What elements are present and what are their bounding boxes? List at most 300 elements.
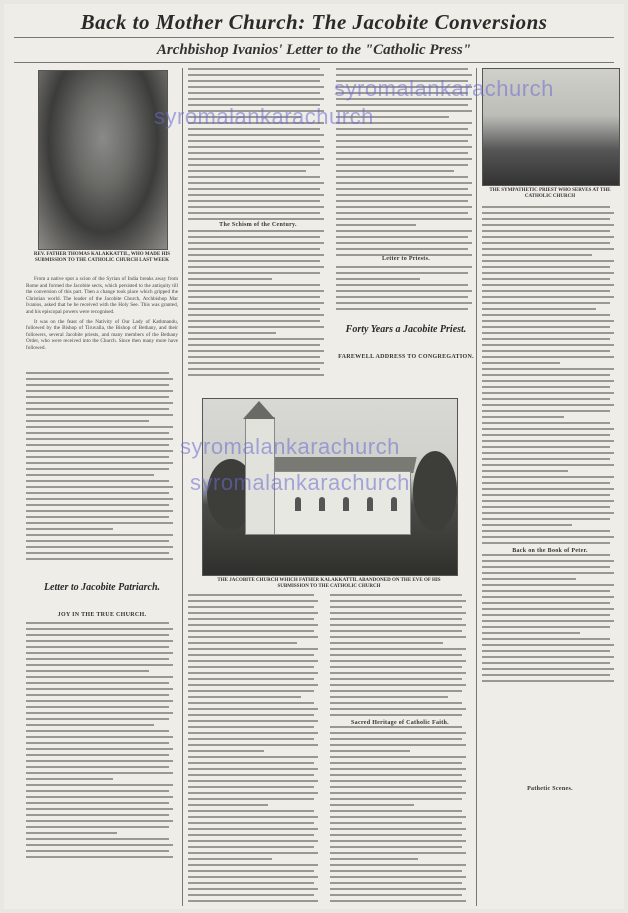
text-line [188, 236, 320, 238]
text-line [330, 840, 466, 842]
text-line [330, 762, 462, 764]
text-line [482, 674, 610, 676]
text-line [336, 290, 472, 292]
text-line [26, 748, 173, 750]
text-line [26, 706, 169, 708]
text-line [26, 712, 173, 714]
text-line [188, 68, 320, 70]
text-line [26, 676, 173, 678]
text-line [188, 726, 314, 728]
text-line [188, 140, 320, 142]
text-line [336, 164, 468, 166]
text-line [26, 688, 173, 690]
text-line [482, 398, 610, 400]
text-line [336, 248, 468, 250]
text-line [330, 666, 462, 668]
text-line [330, 648, 466, 650]
text-line [330, 768, 466, 770]
subhead-rule [14, 62, 614, 63]
text-line [482, 578, 576, 580]
text-line [482, 356, 614, 358]
text-line [482, 572, 614, 574]
text-line [482, 266, 610, 268]
text-line [336, 230, 472, 232]
text-line [482, 236, 614, 238]
text-line [336, 68, 468, 70]
text-line [188, 822, 314, 824]
text-line [188, 314, 324, 316]
text-line [482, 302, 610, 304]
text-line [188, 762, 314, 764]
text-line [482, 458, 610, 460]
text-line [26, 694, 169, 696]
text-line [482, 416, 564, 418]
text-line [26, 700, 173, 702]
text-line [188, 630, 314, 632]
text-line [188, 344, 320, 346]
column-3b-filler [330, 594, 470, 906]
text-line [336, 218, 472, 220]
headline: Back to Mother Church: The Jacobite Conversions [80, 10, 548, 34]
text-line [188, 690, 314, 692]
text-line [482, 530, 610, 532]
text-line [188, 882, 314, 884]
text-line [188, 738, 314, 740]
text-line [330, 792, 466, 794]
text-line [26, 670, 149, 672]
text-line [330, 804, 414, 806]
text-line [26, 682, 169, 684]
text-line [330, 672, 466, 674]
text-line [26, 736, 173, 738]
text-line [188, 600, 318, 602]
text-line [330, 594, 462, 596]
text-line [330, 744, 466, 746]
text-line [26, 832, 117, 834]
text-line [482, 386, 610, 388]
text-line [188, 792, 318, 794]
watermark: syromalankarachurch [154, 104, 374, 129]
text-line [330, 774, 462, 776]
text-line [188, 786, 314, 788]
text-line [482, 560, 614, 562]
text-line [482, 680, 614, 682]
text-line [482, 668, 614, 670]
text-line [26, 522, 173, 524]
text-line [26, 808, 173, 810]
text-line [336, 224, 416, 226]
text-line [482, 500, 614, 502]
text-line [26, 802, 169, 804]
text-line [482, 314, 610, 316]
text-line [188, 176, 320, 178]
text-line [26, 540, 169, 542]
text-line [188, 146, 324, 148]
text-line [330, 858, 418, 860]
text-line [26, 778, 113, 780]
text-line [482, 326, 610, 328]
text-line [482, 440, 614, 442]
text-line [188, 612, 318, 614]
text-line [188, 338, 324, 340]
text-line [482, 584, 614, 586]
text-line [26, 384, 169, 386]
text-line [188, 702, 314, 704]
text-line [482, 248, 614, 250]
text-line [330, 870, 462, 872]
text-line [336, 266, 472, 268]
text-line [26, 718, 169, 720]
text-line [330, 756, 466, 758]
text-line [26, 432, 169, 434]
text-line [336, 302, 472, 304]
text-line [330, 660, 466, 662]
text-line [188, 92, 320, 94]
text-line [188, 642, 297, 644]
text-line [26, 456, 169, 458]
book-of-peter-head: Back on the Book of Peter. [482, 548, 618, 554]
text-line [188, 86, 324, 88]
text-line [26, 658, 169, 660]
text-line [26, 844, 173, 846]
text-line [26, 652, 173, 654]
text-line [336, 140, 468, 142]
text-line [330, 894, 462, 896]
text-line [26, 546, 173, 548]
text-line [482, 428, 614, 430]
text-line [336, 170, 454, 172]
joy-head: JOY IN THE TRUE CHURCH. [57, 612, 147, 618]
text-line [26, 814, 169, 816]
text-line [188, 158, 324, 160]
text-line [26, 622, 169, 624]
schism-head: The Schism of the Century. [188, 222, 328, 228]
text-line [188, 834, 314, 836]
text-line [188, 804, 268, 806]
watermark: syromalankarachurch [334, 76, 554, 101]
text-line [188, 810, 314, 812]
text-line [330, 882, 462, 884]
col1-paragraph: From a native spot a scion of the Syrian of India breaks away from Rome and formed the Jacobite sects, which persisted to the antiquity till the conversion of this part. Then a change took place which gripped the Christian world. The leader of the Jacobite Church, Archbishop Mar Ivanios, asked that he be received with the Holy See. This was granted, and his episcopal powers were recognised. [26, 276, 178, 315]
text-line [330, 780, 466, 782]
text-line [188, 876, 318, 878]
text-line [26, 480, 169, 482]
text-line [188, 290, 324, 292]
text-line [482, 464, 614, 466]
text-line [26, 838, 169, 840]
text-line [330, 708, 466, 710]
text-line [482, 494, 610, 496]
text-line [482, 596, 614, 598]
text-line [330, 738, 462, 740]
text-line [482, 350, 610, 352]
text-line [188, 296, 320, 298]
text-line [482, 296, 614, 298]
text-line [482, 338, 610, 340]
text-line [188, 218, 324, 220]
column-1-text [26, 276, 178, 576]
text-line [482, 260, 614, 262]
text-line [330, 690, 462, 692]
text-line [330, 606, 462, 608]
text-line [26, 504, 169, 506]
text-line [188, 350, 324, 352]
text-line [482, 320, 614, 322]
text-line [26, 628, 173, 630]
text-line [330, 876, 466, 878]
text-line [188, 774, 314, 776]
text-line [26, 528, 113, 530]
text-line [482, 554, 610, 556]
text-line [26, 754, 169, 756]
text-line [26, 426, 173, 428]
column-2b-filler [188, 594, 322, 906]
text-line [188, 696, 301, 698]
text-line [26, 766, 169, 768]
text-line [336, 200, 468, 202]
text-line [482, 374, 610, 376]
text-line [26, 498, 173, 500]
text-line [26, 468, 169, 470]
text-line [330, 702, 462, 704]
text-line [330, 798, 462, 800]
text-line [26, 730, 169, 732]
text-line [330, 630, 462, 632]
text-line [330, 816, 466, 818]
text-line [482, 290, 610, 292]
text-line [26, 408, 169, 410]
text-line [482, 506, 610, 508]
text-line [188, 708, 318, 710]
text-line [188, 302, 324, 304]
portrait-photo [38, 70, 168, 250]
text-line [26, 664, 173, 666]
column-1-filler [26, 372, 178, 576]
text-line [26, 856, 173, 858]
text-line [482, 380, 614, 382]
text-line [482, 230, 610, 232]
text-line [482, 278, 610, 280]
text-line [482, 608, 614, 610]
text-line [482, 614, 610, 616]
text-line [482, 476, 614, 478]
text-line [330, 600, 466, 602]
headline-rule [14, 37, 614, 38]
text-line [188, 594, 314, 596]
text-line [330, 678, 462, 680]
text-line [188, 134, 324, 136]
text-line [330, 726, 462, 728]
text-line [188, 248, 320, 250]
text-line [188, 194, 324, 196]
text-line [188, 654, 314, 656]
text-line [330, 786, 462, 788]
text-line [188, 660, 318, 662]
column-1b-filler [26, 622, 178, 908]
text-line [330, 828, 466, 830]
column-rule [182, 68, 183, 906]
text-line [330, 810, 462, 812]
text-line [330, 696, 448, 698]
text-line [188, 266, 324, 268]
text-line [482, 368, 614, 370]
text-line [482, 536, 614, 538]
column-4-text [482, 206, 618, 906]
text-line [482, 284, 614, 286]
letter-head: Letter to Jacobite Patriarch. [43, 582, 161, 593]
watermark: syromalankarachurch [190, 470, 410, 495]
text-line [188, 242, 324, 244]
text-line [336, 176, 468, 178]
text-line [482, 410, 610, 412]
text-line [482, 662, 610, 664]
text-line [482, 254, 592, 256]
text-line [482, 644, 614, 646]
text-line [188, 188, 320, 190]
text-line [188, 888, 318, 890]
text-line [188, 870, 314, 872]
text-line [330, 732, 466, 734]
text-line [188, 332, 276, 334]
text-line [26, 552, 169, 554]
text-line [482, 656, 614, 658]
pathetic-scenes-head: Pathetic Scenes. [482, 786, 618, 792]
watermark: syromalankarachurch [180, 434, 400, 459]
text-line [482, 602, 610, 604]
text-line [188, 768, 318, 770]
text-line [26, 402, 173, 404]
text-line [26, 850, 169, 852]
text-line [188, 858, 272, 860]
text-line [336, 146, 472, 148]
text-line [188, 618, 314, 620]
text-line [336, 158, 472, 160]
text-line [482, 452, 614, 454]
text-line [26, 450, 173, 452]
text-line [482, 308, 596, 310]
text-line [188, 894, 314, 896]
text-line [336, 206, 472, 208]
text-line [188, 666, 314, 668]
text-line [482, 524, 572, 526]
text-line [336, 182, 472, 184]
forty-years-head: Forty Years a Jacobite Priest. [345, 324, 467, 335]
text-line [330, 750, 410, 752]
text-line [26, 390, 173, 392]
text-line [188, 98, 324, 100]
text-line [188, 284, 320, 286]
text-line [336, 284, 468, 286]
text-line [26, 396, 169, 398]
text-line [336, 272, 468, 274]
text-line [188, 326, 324, 328]
text-line [482, 638, 610, 640]
text-line [188, 714, 314, 716]
text-line [188, 900, 318, 902]
text-line [188, 816, 318, 818]
text-line [26, 492, 169, 494]
text-line [330, 822, 462, 824]
text-line [188, 648, 318, 650]
text-line [188, 636, 318, 638]
text-line [188, 152, 320, 154]
text-line [188, 74, 324, 76]
text-line [26, 760, 173, 762]
text-line [26, 444, 169, 446]
text-line [26, 420, 149, 422]
text-line [482, 218, 610, 220]
text-line [482, 482, 610, 484]
text-line [482, 590, 610, 592]
text-line [330, 624, 466, 626]
text-line [336, 308, 468, 310]
text-line [188, 720, 318, 722]
text-line [188, 170, 306, 172]
text-line [330, 642, 443, 644]
text-line [336, 278, 420, 280]
text-line [482, 512, 614, 514]
text-line [336, 296, 468, 298]
text-line [26, 438, 173, 440]
text-line [330, 618, 462, 620]
text-line [188, 254, 324, 256]
text-line [188, 678, 314, 680]
text-line [188, 80, 320, 82]
text-line [188, 260, 320, 262]
text-line [330, 612, 466, 614]
text-line [188, 200, 320, 202]
column-1b-text [26, 622, 178, 908]
text-line [482, 404, 614, 406]
text-line [482, 446, 610, 448]
text-line [188, 672, 318, 674]
text-line [26, 790, 169, 792]
text-line [482, 344, 614, 346]
farewell-head: FAREWELL ADDRESS TO CONGREGATION. [338, 354, 474, 360]
text-line [330, 684, 466, 686]
text-line [330, 852, 466, 854]
text-line [336, 152, 468, 154]
text-line [336, 188, 468, 190]
text-line [188, 624, 318, 626]
text-line [188, 272, 320, 274]
text-line [482, 272, 614, 274]
portrait-caption: REV. FATHER THOMAS KALAKKATTIL, WHO MADE HIS SUBMISSION TO THE CATHOLIC CHURCH LAST WEEK [33, 252, 171, 263]
text-line [188, 756, 318, 758]
text-line [26, 820, 173, 822]
text-line [188, 864, 318, 866]
text-line [188, 230, 324, 232]
text-line [188, 356, 320, 358]
text-line [188, 840, 318, 842]
text-line [482, 224, 614, 226]
text-line [482, 332, 614, 334]
column-3b-text [330, 594, 470, 906]
text-line [188, 750, 264, 752]
text-line [188, 798, 314, 800]
text-line [330, 834, 462, 836]
text-line [188, 182, 324, 184]
text-line [482, 626, 610, 628]
text-line [188, 744, 318, 746]
text-line [26, 516, 169, 518]
text-line [336, 194, 472, 196]
text-line [188, 368, 320, 370]
subhead: Archbishop Ivanios' Letter to the "Catholic Press" [156, 42, 472, 58]
text-line [26, 372, 169, 374]
text-line [482, 488, 614, 490]
text-line [482, 566, 610, 568]
